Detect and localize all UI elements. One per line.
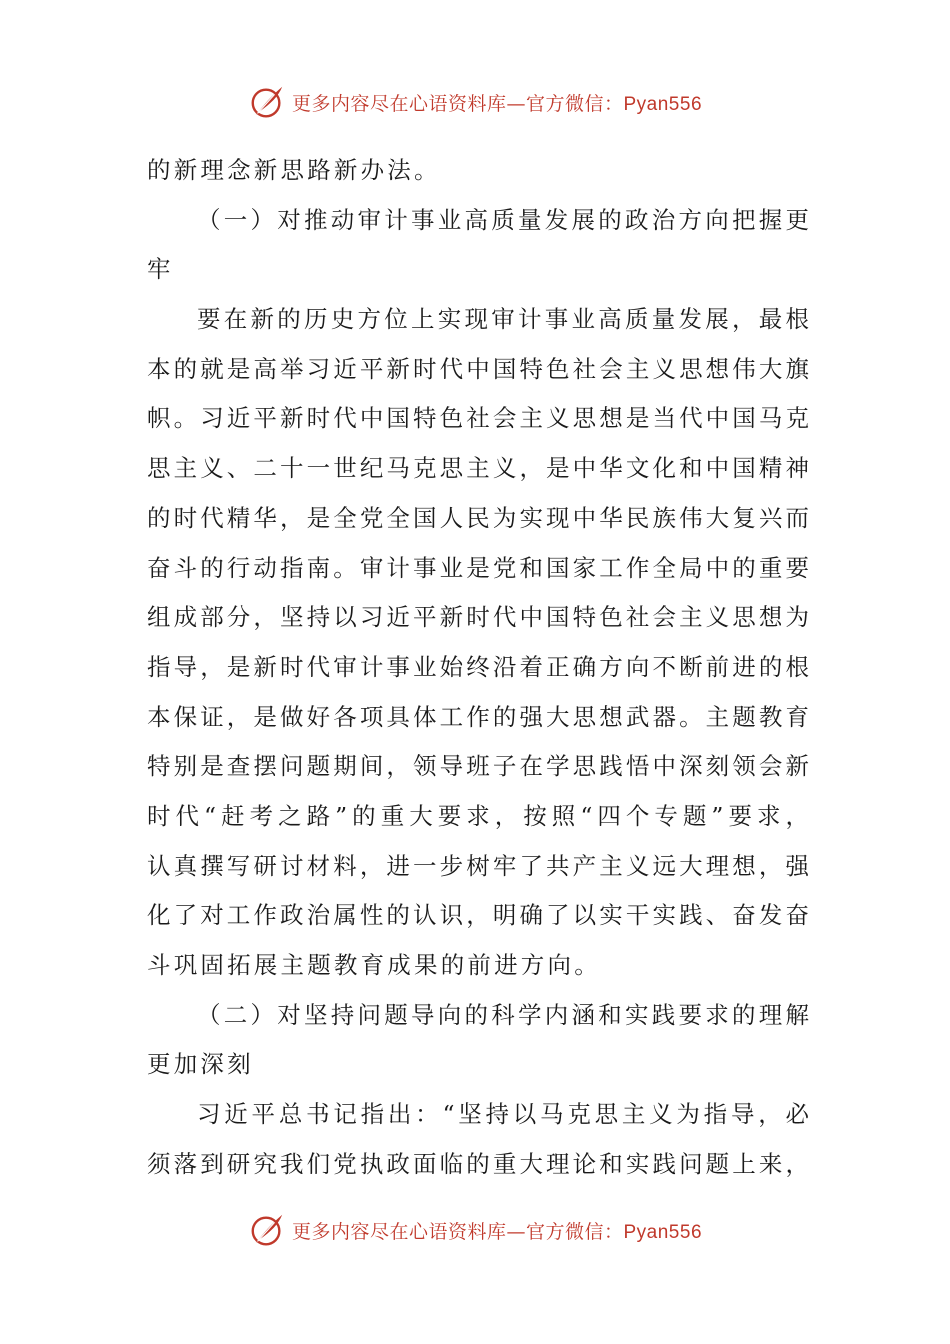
text-line-1: 的新理念新思路新办法。	[147, 156, 441, 184]
text-line-21: 须落到研究我们党执政面临的重大理论和实践问题上来，	[147, 1149, 809, 1178]
section-heading-1-cont: 牢	[147, 255, 174, 284]
document-body	[147, 146, 809, 1189]
section-heading-2-cont: 更加深刻	[147, 1050, 254, 1079]
quill-logo-icon	[248, 1211, 286, 1249]
text-line-7: 思主义、二十一世纪马克思主义，是中华文化和中国精神	[147, 454, 809, 483]
text-line-20: 习近平总书记指出：“坚持以马克思主义为指导，必	[197, 1100, 809, 1129]
text-line-14: 时代“赶考之路”的重大要求，按照“四个专题”要求，	[147, 801, 809, 830]
section-heading-1: （一）对推动审计事业高质量发展的政治方向把握更	[197, 205, 809, 234]
text-line-12: 本保证，是做好各项具体工作的强大思想武器。主题教育	[147, 702, 809, 731]
text-line-5: 本的就是高举习近平新时代中国特色社会主义思想伟大旗	[147, 354, 809, 383]
text-line-11: 指导，是新时代审计事业始终沿着正确方向不断前进的根	[147, 652, 809, 681]
text-line-8: 的时代精华，是全党全国人民为实现中华民族伟大复兴而	[147, 503, 809, 532]
quill-logo-icon	[248, 83, 286, 121]
text-line-6: 帜。习近平新时代中国特色社会主义思想是当代中国马克	[147, 404, 809, 433]
text-line-9: 奋斗的行动指南。审计事业是党和国家工作全局中的重要	[147, 553, 809, 582]
text-line-15: 认真撰写研讨材料，进一步树牢了共产主义远大理想，强	[147, 851, 809, 880]
text-line-13: 特别是查摆问题期间，领导班子在学思践悟中深刻领会新	[147, 752, 809, 781]
header-banner-wechat: Pyan556	[623, 93, 703, 115]
section-heading-2: （二）对坚持问题导向的科学内涵和实践要求的理解	[197, 1000, 809, 1029]
text-line-10: 组成部分，坚持以习近平新时代中国特色社会主义思想为	[147, 603, 809, 632]
text-line-17: 斗巩固拓展主题教育成果的前进方向。	[147, 951, 601, 979]
header-watermark-banner	[0, 80, 950, 124]
footer-banner-wechat: Pyan556	[623, 1221, 703, 1243]
text-line-16: 化了对工作政治属性的认识，明确了以实干实践、奋发奋	[147, 901, 809, 930]
footer-banner-text: 更多内容尽在心语资料库—官方微信：Pyan556	[291, 1220, 703, 1243]
footer-watermark-banner	[0, 1208, 950, 1252]
text-line-4: 要在新的历史方位上实现审计事业高质量发展，最根	[197, 305, 809, 334]
header-banner-text: 更多内容尽在心语资料库—官方微信：Pyan556	[291, 92, 703, 115]
